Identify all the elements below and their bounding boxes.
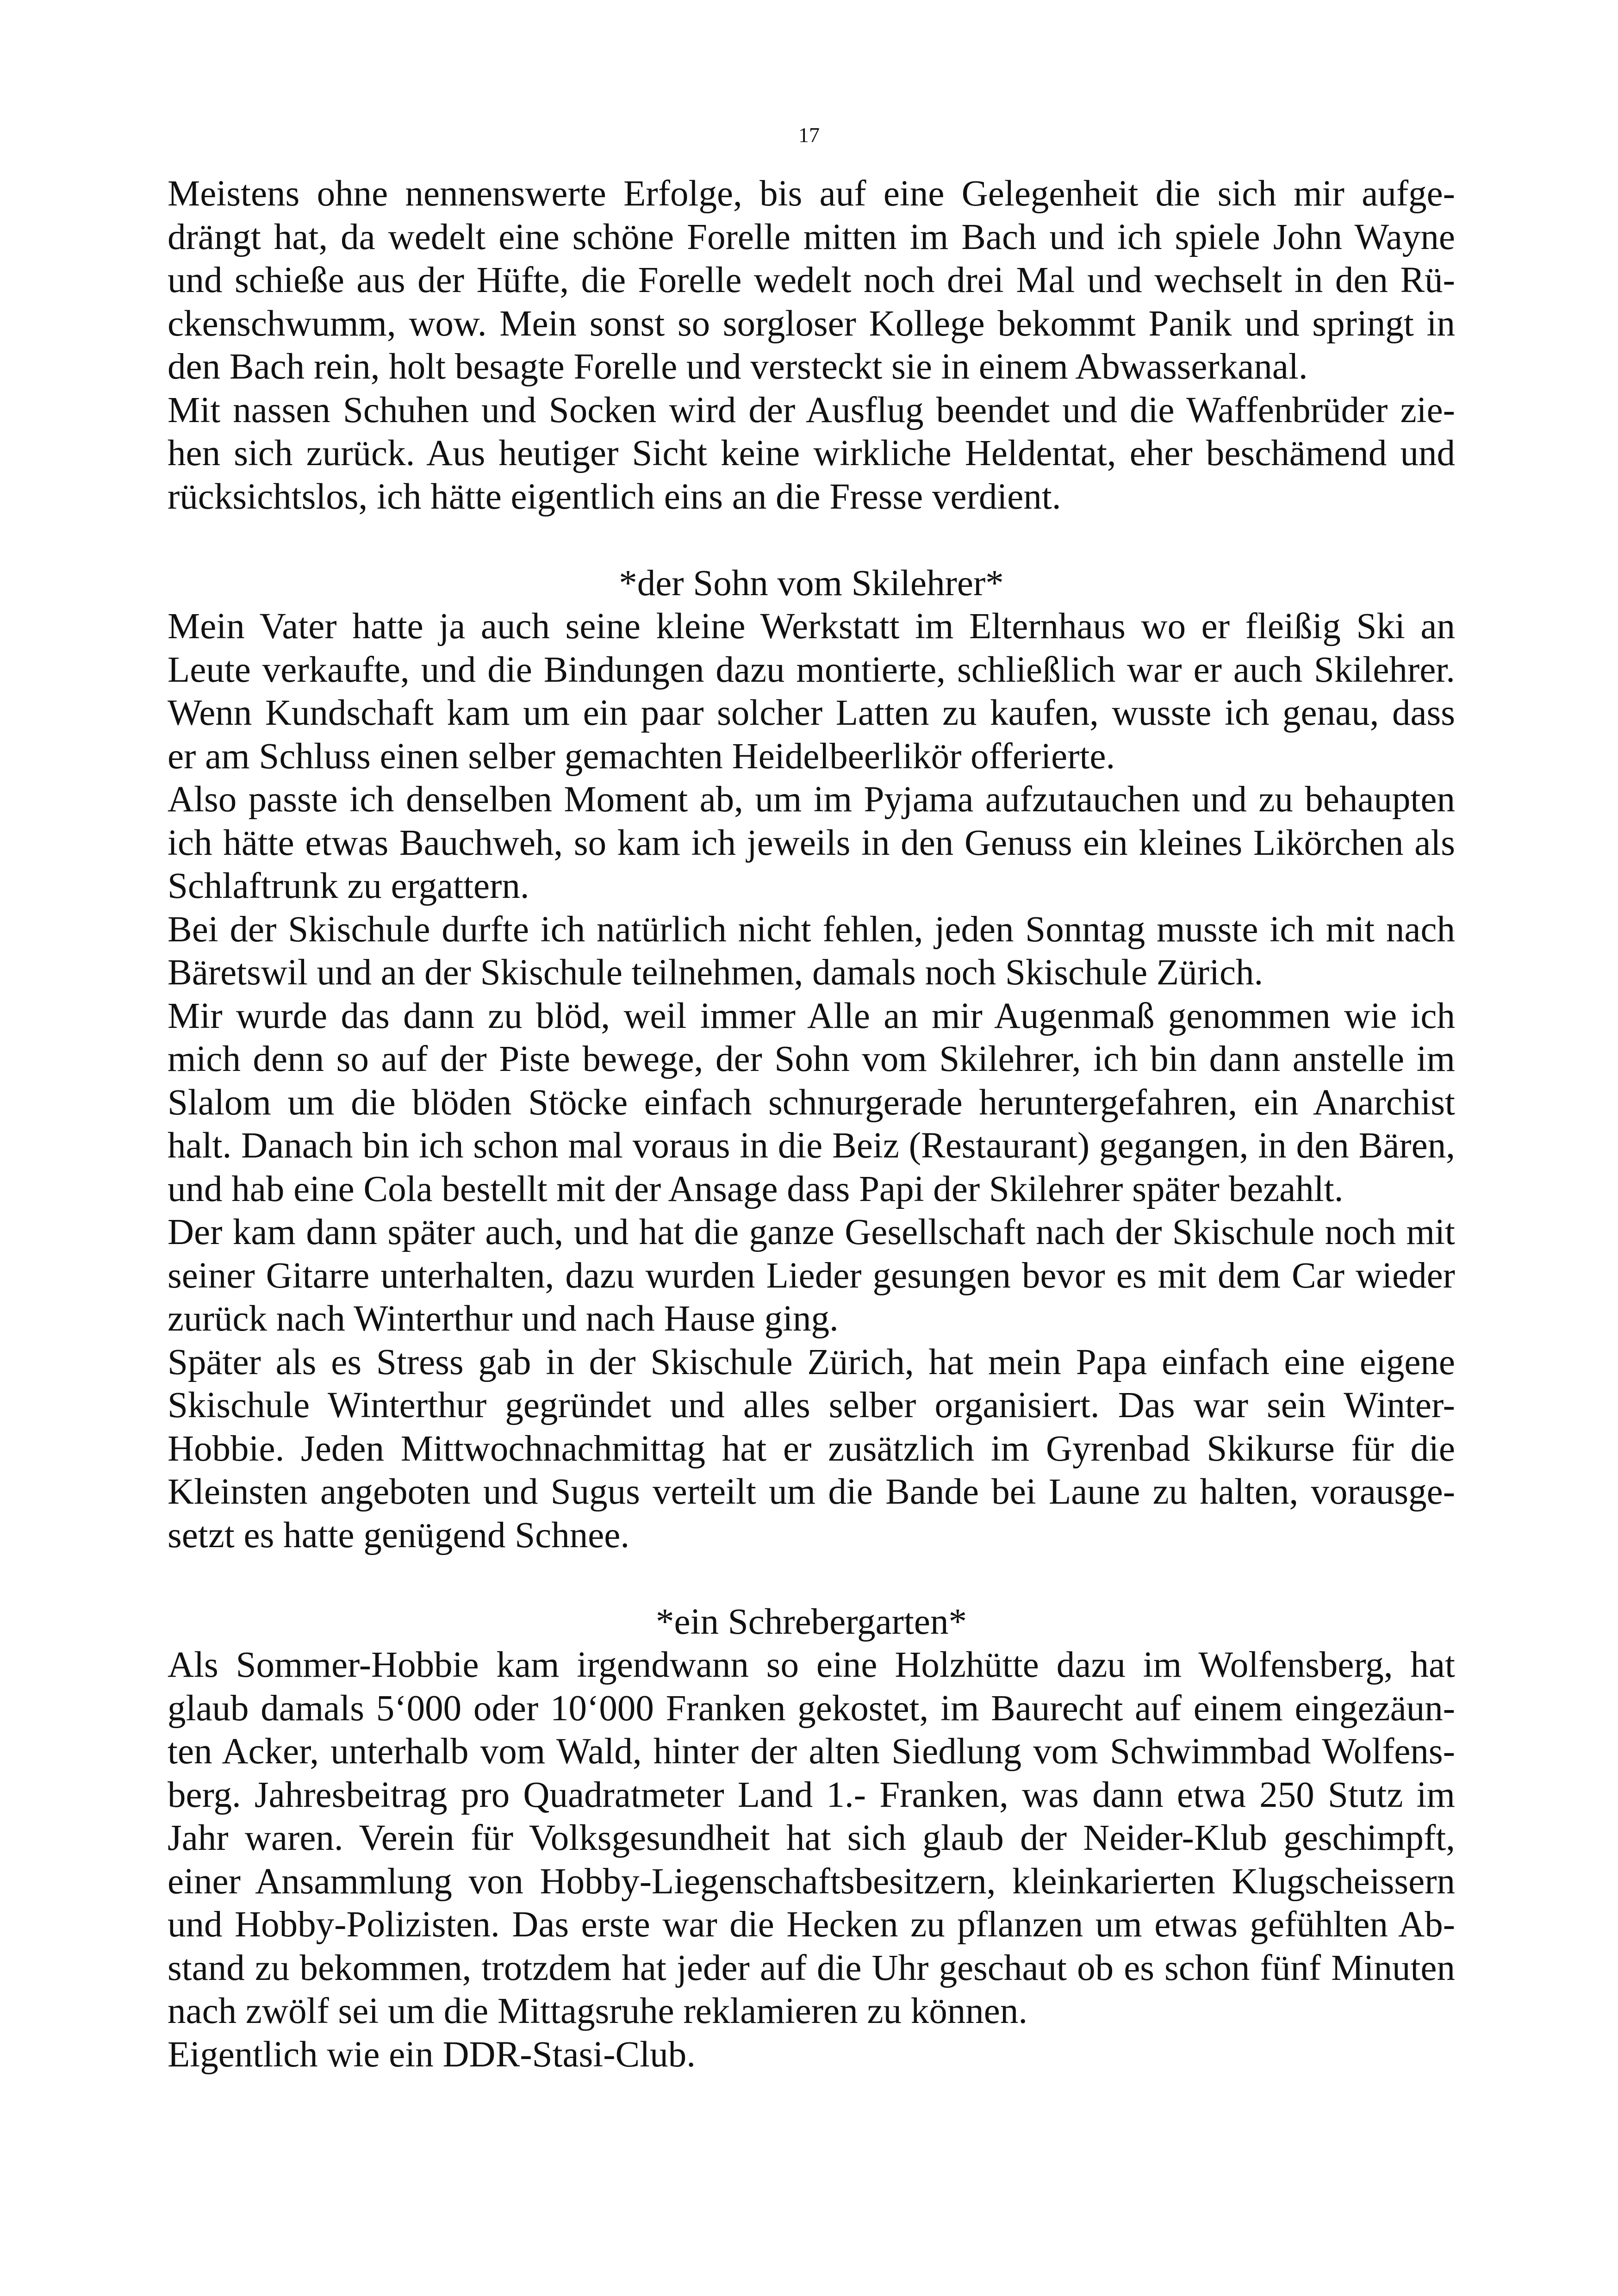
text-line: und schieße aus der Hüfte, die Forelle wedelt noch drei Mal und wechselt in den Rü- xyxy=(168,260,1455,300)
section-spacer xyxy=(168,1557,1455,1600)
text-line: hen sich zurück. Aus heutiger Sicht keine wirkliche Heldentat, eher beschämend und xyxy=(168,433,1455,473)
text-line: drängt hat, da wedelt eine schöne Forelle mitten im Bach und ich spiele John Wayne xyxy=(168,217,1455,257)
text-line: rücksichtslos, ich hätte eigentlich eins an die Fresse verdient. xyxy=(168,476,1061,517)
text-line: Der kam dann später auch, und hat die ganze Gesellschaft nach der Skischule noch mit xyxy=(168,1212,1455,1252)
text-line: halt. Danach bin ich schon mal voraus in die Beiz (Restaurant) gegangen, in den Bären, xyxy=(168,1126,1455,1166)
text-line: und hab eine Cola bestellt mit der Ansage dass Papi der Skilehrer später bezahlt. xyxy=(168,1169,1344,1209)
text-line: ten Acker, unterhalb vom Wald, hinter der alten Siedlung vom Schwimmbad Wolfens- xyxy=(168,1731,1455,1772)
section-heading: *ein Schrebergarten* xyxy=(656,1601,967,1642)
text-line: ich hätte etwas Bauchweh, so kam ich jeweils in den Genuss ein kleines Likörchen als xyxy=(168,822,1455,863)
text-line: Slalom um die blöden Stöcke einfach schnurgerade heruntergefahren, ein Anarchist xyxy=(168,1082,1455,1123)
text-line: Kleinsten angeboten und Sugus verteilt um die Bande bei Laune zu halten, vorausge- xyxy=(168,1472,1455,1512)
text-line: seiner Gitarre unterhalten, dazu wurden Lieder gesungen bevor es mit dem Car wieder xyxy=(168,1255,1455,1296)
text-line: mich denn so auf der Piste bewege, der Sohn vom Skilehrer, ich bin dann anstelle im xyxy=(168,1039,1455,1079)
text-line: Bäretswil und an der Skischule teilnehmen, damals noch Skischule Zürich. xyxy=(168,952,1263,993)
section-spacer xyxy=(168,518,1455,562)
text-line: Mein Vater hatte ja auch seine kleine Werkstatt im Elternhaus wo er fleißig Ski an xyxy=(168,606,1455,647)
text-line: Als Sommer-Hobbie kam irgendwann so eine Holzhütte dazu im Wolfensberg, hat xyxy=(168,1645,1455,1685)
text-line: Jahr waren. Verein für Volksgesundheit hat sich glaub der Neider-Klub geschimpft, xyxy=(168,1818,1455,1858)
text-line: er am Schluss einen selber gemachten Heidelbeerlikör offerierte. xyxy=(168,736,1115,777)
document-body xyxy=(168,172,1455,2076)
text-line: Skischule Winterthur gegründet und alles selber organisiert. Das war sein Winter- xyxy=(168,1385,1455,1425)
text-line: glaub damals 5‘000 oder 10‘000 Franken gekostet, im Baurecht auf einem eingezäun- xyxy=(168,1688,1455,1729)
text-line: Meistens ohne nennenswerte Erfolge, bis auf eine Gelegenheit die sich mir aufge- xyxy=(168,174,1455,214)
text-line: stand zu bekommen, trotzdem hat jeder auf die Uhr geschaut ob es schon fünf Minuten xyxy=(168,1948,1455,1988)
text-line: Schlaftrunk zu ergattern. xyxy=(168,866,529,906)
text-line: den Bach rein, holt besagte Forelle und versteckt sie in einem Abwasserkanal. xyxy=(168,347,1308,387)
text-line: Später als es Stress gab in der Skischule Zürich, hat mein Papa einfach eine eigene xyxy=(168,1342,1455,1382)
text-line: berg. Jahresbeitrag pro Quadratmeter Land 1.- Franken, was dann etwa 250 Stutz im xyxy=(168,1774,1455,1815)
text-line: Also passte ich denselben Moment ab, um im Pyjama aufzutauchen und zu behaupten xyxy=(168,779,1455,820)
page-number: 17 xyxy=(798,123,820,147)
text-line: Bei der Skischule durfte ich natürlich nicht fehlen, jeden Sonntag musste ich mit nach xyxy=(168,909,1455,950)
text-line: Eigentlich wie ein DDR-Stasi-Club. xyxy=(168,2034,696,2075)
text-line: nach zwölf sei um die Mittagsruhe reklamieren zu können. xyxy=(168,1991,1028,2031)
text-line: und Hobby-Polizisten. Das erste war die Hecken zu pflanzen um etwas gefühlten Ab- xyxy=(168,1904,1455,1945)
text-line: Hobbie. Jeden Mittwochnachmittag hat er zusätzlich im Gyrenbad Skikurse für die xyxy=(168,1428,1455,1469)
text-line: setzt es hatte genügend Schnee. xyxy=(168,1515,630,1556)
text-line: zurück nach Winterthur und nach Hause ging. xyxy=(168,1299,839,1339)
section-heading: *der Sohn vom Skilehrer* xyxy=(619,563,1004,604)
text-line: einer Ansammlung von Hobby-Liegenschaftsbesitzern, kleinkarierten Klugscheissern xyxy=(168,1861,1455,1902)
text-line: Mit nassen Schuhen und Socken wird der Ausflug beendet und die Waffenbrüder zie- xyxy=(168,390,1455,430)
text-line: Wenn Kundschaft kam um ein paar solcher Latten zu kaufen, wusste ich genau, dass xyxy=(168,693,1455,733)
text-line: Mir wurde das dann zu blöd, weil immer Alle an mir Augenmaß genommen wie ich xyxy=(168,996,1455,1036)
text-line: Leute verkaufte, und die Bindungen dazu montierte, schließlich war er auch Skilehrer. xyxy=(168,649,1455,690)
text-line: ckenschwumm, wow. Mein sonst so sorgloser Kollege bekommt Panik und springt in xyxy=(168,303,1455,344)
